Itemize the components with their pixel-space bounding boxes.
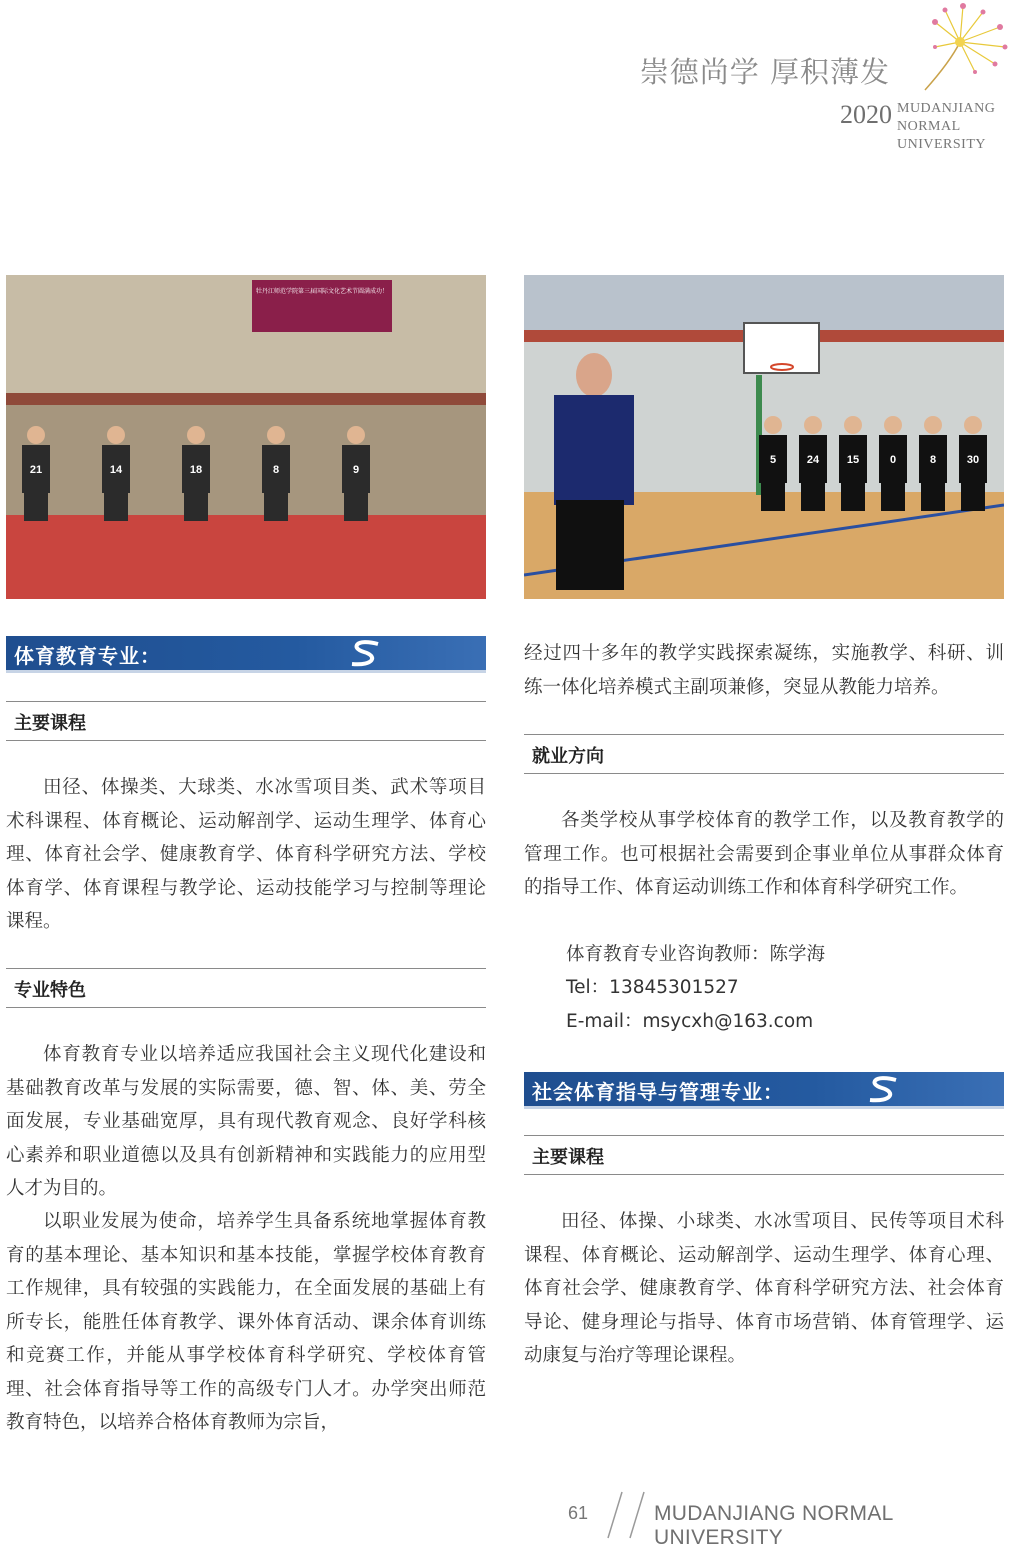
features-paragraph-2: 以职业发展为使命，培养学生具备系统地掌握体育教育的基本理论、基本知识和基本技能，掌握学校体育教育工作规律，具有较强的实践能力，在全面发展的基础上有所专长，能胜任体育教学、课外体育活动、课余体育训练和竞赛工作，并能从事学校体育科学研究、学校体育管理、社会体育指导等工作的高级专门人才。办学突出师范教育特色，以培养合格体育教师为宗旨， <box>6 1211 486 1433</box>
subhead-title: 就业方向 <box>532 746 604 767</box>
basketball-backboard <box>744 323 819 373</box>
jersey-number: 14 <box>109 464 123 476</box>
advisor-tel: Tel：13845301527 <box>566 977 739 998</box>
header-slogan: 崇德尚学 厚积薄发 <box>639 55 890 89</box>
school-line-2: NORMAL <box>897 119 961 134</box>
jersey-number: 24 <box>806 454 820 466</box>
features-continuation: 经过四十多年的教学实践探索凝练，实施教学、科研、训练一体化培养模式主副项兼修，突显从教能力培养。 <box>524 643 1004 698</box>
jersey-number: 0 <box>889 454 897 466</box>
basketball-practice-photo <box>524 275 1004 599</box>
header-school-name <box>897 100 1017 154</box>
section-banner-title: 社会体育指导与管理专业： <box>532 1080 784 1104</box>
advisor-name: 体育教育专业咨询教师：陈学海 <box>566 944 826 965</box>
subhead-title: 主要课程 <box>14 713 86 734</box>
subhead-title: 主要课程 <box>532 1147 604 1168</box>
jersey-number: 9 <box>352 464 360 476</box>
subhead-title: 专业特色 <box>14 980 86 1001</box>
features-paragraph-1: 体育教育专业以培养适应我国社会主义现代化建设和基础教育改革与发展的实际需要，德、智、体、美、劳全面发展，专业基础宽厚，具有现代教育观念、良好学科核心素养和职业道德以及具有创新精神和实践能力的应用型人才为目的。 <box>6 1044 486 1199</box>
team-group-photo <box>6 275 486 599</box>
header-year: 2020 <box>840 100 892 129</box>
screen-text: 牡丹江师范学院第三届国际文化艺术节圆满成功！ <box>255 288 389 295</box>
footer-university-name: MUDANJIANG NORMAL UNIVERSITY <box>654 1502 893 1549</box>
courses-paragraph-2: 田径、体操、小球类、水冰雪项目、民传等项目术科课程、体育概论、运动解剖学、运动生理学、体育心理、体育社会学、健康教育学、体育科学研究方法、社会体育导论、健身理论与指导、体育市场营销、体育管理学、运动康复与治疗等理论课程。 <box>524 1211 1004 1366</box>
coach-figure <box>554 395 634 505</box>
subhead-employment <box>524 734 1004 774</box>
school-line-1: MUDANJIANG <box>897 101 996 116</box>
jersey-number: 30 <box>966 454 980 466</box>
jersey-number: 8 <box>272 464 280 476</box>
subhead-main-courses-2 <box>524 1135 1004 1175</box>
jersey-number: 15 <box>846 454 860 466</box>
employment-paragraph: 各类学校从事学校体育的教学工作，以及教育教学的管理工作。也可根据社会需要到企事业单位从事群众体育的指导工作、体育运动训练工作和体育科学研究工作。 <box>524 810 1004 898</box>
jersey-number: 5 <box>769 454 777 466</box>
advisor-email: E-mail：msycxh@163.com <box>566 1011 814 1032</box>
s-swoosh-icon <box>346 638 386 668</box>
flower-decoration-icon <box>905 2 1015 92</box>
jersey-number: 8 <box>929 454 937 466</box>
section-banner-physical-education <box>6 636 486 673</box>
double-slash-icon <box>604 1490 648 1540</box>
section-banner-title: 体育教育专业： <box>14 644 161 668</box>
jersey-number: 21 <box>29 464 43 476</box>
section-banner-social-sports <box>524 1072 1004 1109</box>
page-number: 61 <box>568 1503 589 1523</box>
jersey-number: 18 <box>189 464 203 476</box>
subhead-main-courses <box>6 701 486 741</box>
s-swoosh-icon <box>864 1074 904 1104</box>
school-line-3: UNIVERSITY <box>897 137 986 152</box>
courses-paragraph: 田径、体操类、大球类、水冰雪项目类、武术等项目术科课程、体育概论、运动解剖学、运动生理学、体育心理、体育社会学、健康教育学、体育科学研究方法、学校体育学、体育课程与教学论、运动技能学习与控制等理论课程。 <box>6 777 486 932</box>
subhead-features <box>6 968 486 1008</box>
